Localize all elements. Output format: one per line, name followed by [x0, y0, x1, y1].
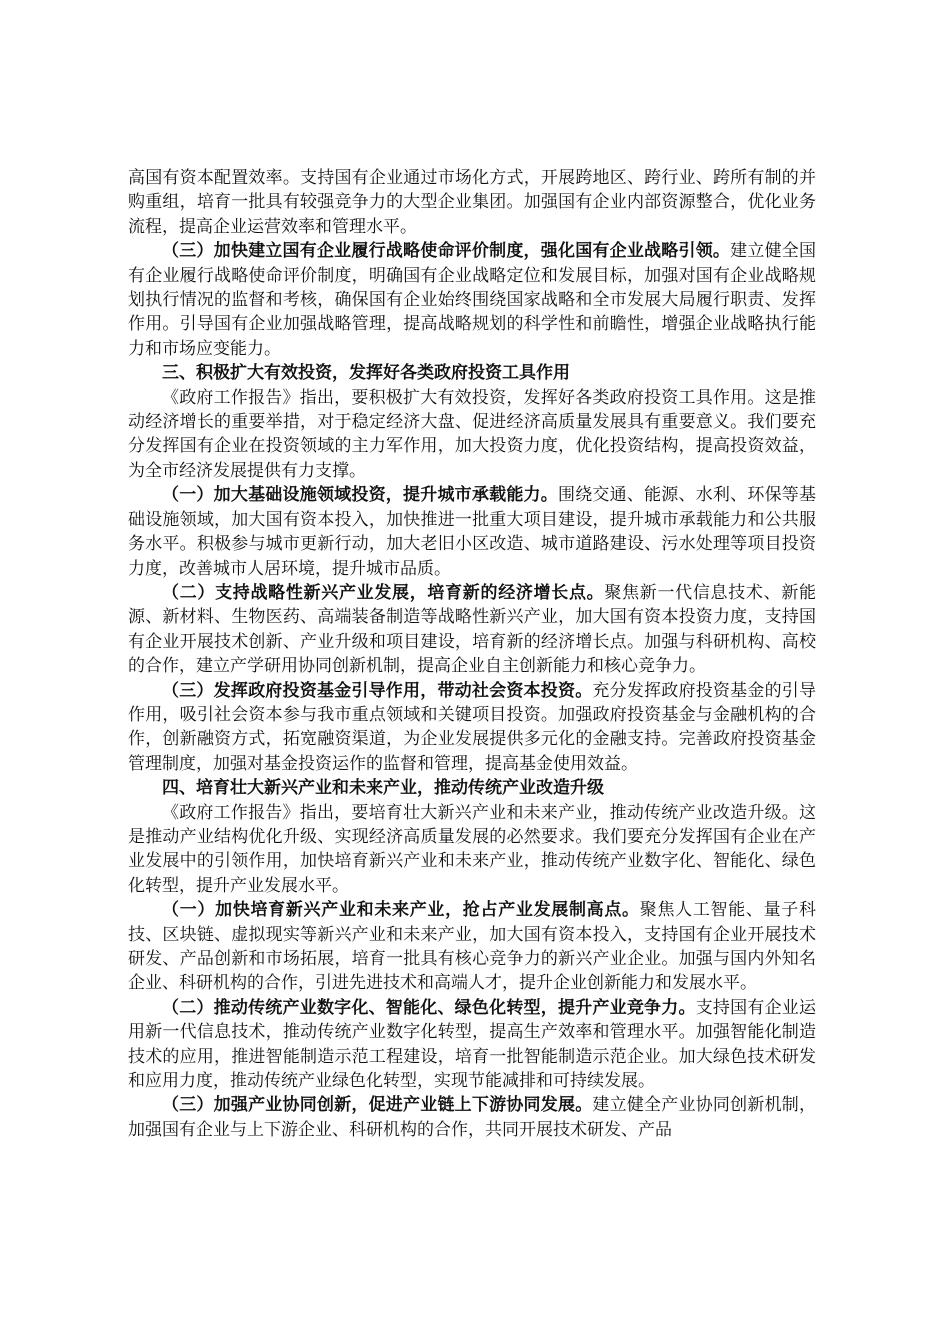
section-heading-4: 四、培育壮大新兴产业和未来产业，推动传统产业改造升级 — [162, 778, 604, 799]
paragraph-text: 高国有资本配置效率。支持国有企业通过市场化方式，开展跨地区、跨行业、跨所有制的并购重组，培育一批具有较强竞争力的大型企业集团。加强国有企业内部资源整合，优化业务流程，提高企业运营效率和管理水平。 — [128, 168, 816, 237]
paragraph-text: 《政府工作报告》指出，要积极扩大有效投资，发挥好各类政府投资工具作用。这是推动经济增长的重要举措，对于稳定经济大盘、促进经济高质量发展具有重要意义。我们要充分发挥国有企业在投资领域的主力军作用，加大投资力度，优化投资结构，提高投资效益，为全市经济发展提供有力支撑。 — [128, 387, 816, 481]
paragraph-lead: （三）加快建立国有企业履行战略使命评价制度，强化国有企业战略引领。 — [162, 241, 731, 262]
paragraph-text: 建立健全国有企业履行战略使命评价制度，明确国有企业战略定位和发展目标，加强对国有企业战略规划执行情况的监督和考核，确保国有企业始终围绕国家战略和全市发展大局履行职责、发挥作用。引导国有企业加强战略管理，提高战略规划的科学性和前瞻性，增强企业战略执行能力和市场应变能力。 — [128, 241, 817, 359]
paragraph-lead: （一）加快培育新兴产业和未来产业，抢占产业发展制高点。 — [162, 900, 640, 921]
paragraph-1 — [128, 166, 816, 239]
paragraph-5 — [128, 483, 816, 581]
paragraph-lead: （三）加强产业协同创新，促进产业链上下游协同发展。 — [162, 1095, 593, 1116]
paragraph-10 — [128, 898, 816, 996]
paragraph-lead: （三）发挥政府投资基金引导作用，带动社会资本投资。 — [162, 680, 593, 701]
paragraph-text: 围绕交通、能源、水利、环保等基础设施领域，加大国有资本投入，加快推进一批重大项目建设，提升城市承载能力和公共服务水平。积极参与城市更新行动，加大老旧小区改造、城市道路建设、污水处理等项目投资力度，改善城市人居环境，提升城市品质。 — [128, 485, 817, 579]
paragraph-lead: （一）加大基础设施领域投资，提升城市承载能力。 — [162, 485, 558, 506]
section-heading-3: 三、积极扩大有效投资，发挥好各类政府投资工具作用 — [162, 363, 570, 384]
paragraph-text: 聚焦新一代信息技术、新能源、新材料、生物医药、高端装备制造等战略性新兴产业，加大国有资本投资力度，支持国有企业开展技术创新、产业升级和项目建设，培育新的经济增长点。加强与科研机构、高校的合作，建立产学研用协同创新机制，提高企业自主创新能力和核心竞争力。 — [128, 582, 817, 677]
paragraph-text: 《政府工作报告》指出，要培育壮大新兴产业和未来产业，推动传统产业改造升级。这是推动产业结构优化升级、实现经济高质量发展的必然要求。我们要充分发挥国有企业在产业发展中的引领作用，加快培育新兴产业和未来产业，推动传统产业数字化、智能化、绿色化转型，提升产业发展水平。 — [128, 802, 816, 896]
paragraph-text: 充分发挥政府投资基金的引导作用，吸引社会资本参与我市重点领域和关键项目投资。加强政府投资基金与金融机构的合作，创新融资方式，拓宽融资渠道，为企业发展提供多元化的金融支持。完善政府投资基金管理制度，加强对基金投资运作的监督和管理，提高基金使用效益。 — [128, 680, 817, 774]
paragraph-12 — [128, 1093, 816, 1142]
paragraph-11 — [128, 996, 816, 1094]
paragraph-text: 聚焦人工智能、量子科技、区块链、虚拟现实等新兴产业和未来产业，加大国有资本投入，支持国有企业开展技术研发、产品创新和市场拓展，培育一批具有核心竞争力的新兴产业企业。加强与国内外知名企业、科研机构的合作，引进先进技术和高端人才，提升企业创新能力和发展水平。 — [128, 900, 816, 994]
paragraph-text: 建立健全产业协同创新机制，加强国有企业与上下游企业、科研机构的合作，共同开展技术研发、产品 — [128, 1095, 817, 1140]
paragraph-lead: （二）支持战略性新兴产业发展，培育新的经济增长点。 — [162, 582, 605, 603]
document-page — [128, 166, 816, 1142]
paragraph-2 — [128, 239, 816, 361]
paragraph-9 — [128, 801, 816, 899]
paragraph-text: 支持国有企业运用新一代信息技术，推动传统产业数字化转型，提高生产效率和管理水平。加强智能化制造技术的应用，推进智能制造示范工程建设，培育一批智能制造示范企业。加大绿色技术研发和应用力度，推动传统产业绿色化转型，实现节能减排和可持续发展。 — [128, 997, 817, 1092]
paragraph-4 — [128, 386, 816, 484]
paragraph-7 — [128, 679, 816, 777]
paragraph-lead: （二）推动传统产业数字化、智能化、绿色化转型，提升产业竞争力。 — [162, 997, 696, 1018]
paragraph-6 — [128, 581, 816, 679]
